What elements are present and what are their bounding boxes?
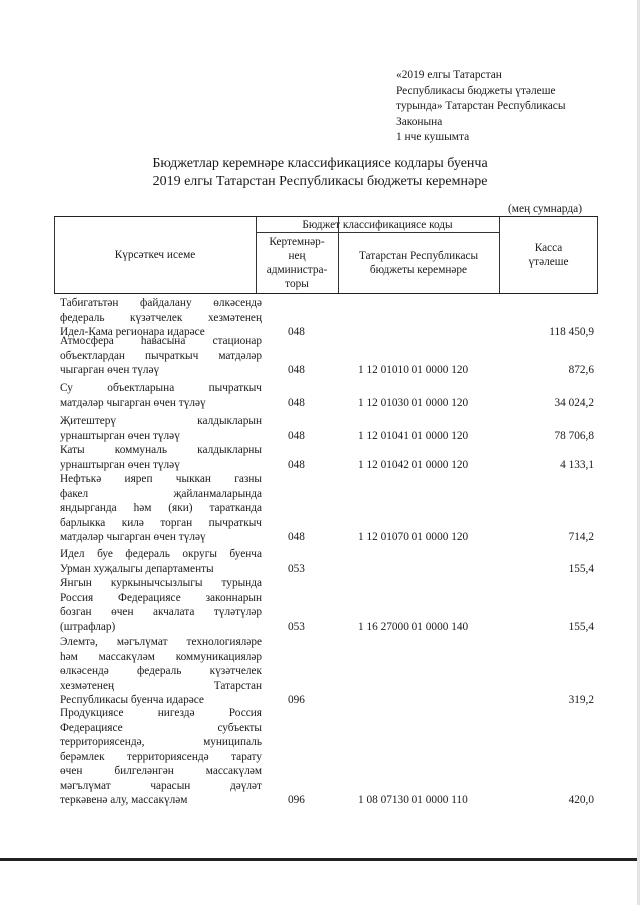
- row-name-line: урнаштырган өчен түләү: [60, 458, 180, 471]
- row-name-line: Атмосфера һавасына стационар: [60, 335, 262, 347]
- table-row: [60, 296, 594, 340]
- table-row: [60, 547, 594, 576]
- table-row: [60, 443, 594, 472]
- header-admin-line: администра-: [266, 263, 328, 276]
- row-name-line: территориясендә, муниципаль: [60, 736, 262, 748]
- row-name-line: мәгълүмат чарасын дәүләт: [60, 779, 262, 792]
- approval-line: Законына: [396, 115, 443, 128]
- table-row: [60, 576, 594, 634]
- row-name-line: факел җайланмаларында: [60, 487, 262, 500]
- row-name-line: матдәләр чыгарган өчен түләү: [60, 531, 206, 543]
- header-name: Күрсәткеч исеме: [114, 249, 196, 261]
- row-name-line: Республикасы буенча идарәсе: [60, 694, 204, 706]
- row-admin-code: 053: [288, 620, 305, 633]
- table-header: [54, 216, 598, 294]
- document-title-line-1: Бюджетлар керемнәре классификациясе кодлары буенча: [152, 156, 488, 171]
- row-name: [60, 381, 262, 410]
- table-row: [60, 414, 594, 443]
- row-amount: 34 024,2: [554, 396, 594, 409]
- row-name-line: Табигатьтән файдалану өлкәсендә: [60, 297, 262, 309]
- row-admin-code: 048: [288, 458, 305, 471]
- approval-line: 1 нче кушымта: [396, 131, 470, 144]
- row-classification-code: 1 12 01070 01 0000 120: [358, 531, 469, 543]
- row-amount: 319,2: [568, 694, 594, 706]
- page-bottom-edge: [0, 858, 640, 861]
- header-group: Бюджет классификациясе коды: [302, 218, 453, 231]
- header-cash: [499, 217, 598, 293]
- header-revenue: [338, 232, 499, 293]
- header-cash-line: Касса: [534, 242, 563, 254]
- row-admin-code: 053: [288, 562, 305, 575]
- row-name-line: объектлардан пычраткыч матдәләр: [60, 349, 262, 362]
- row-classification-code: 1 12 01030 01 0000 120: [358, 396, 469, 409]
- approval-line: «2019 елгы Татарстан: [396, 69, 502, 81]
- row-name-line: Урман хуҗалыгы департаменты: [60, 562, 214, 575]
- row-admin-code: 048: [288, 396, 305, 409]
- row-name: [60, 576, 262, 634]
- row-name-line: Россия Федерациясе законнарын: [60, 591, 262, 604]
- document-title: [60, 155, 580, 191]
- row-name: [60, 443, 262, 472]
- row-name: [60, 706, 262, 808]
- header-revenue-line: бюджеты керемнәре: [369, 263, 468, 276]
- row-name-line: федераль күзәтчелек хезмәтенең: [60, 311, 262, 324]
- document-title-line-2: 2019 елгы Татарстан Республикасы бюджеты керемнәре: [152, 174, 488, 189]
- row-classification-code: 1 16 27000 01 0000 140: [358, 620, 469, 633]
- row-name-line: хезмәтенең Татарстан: [60, 679, 262, 692]
- row-name: [60, 472, 262, 545]
- row-name-line: Идел буе федераль округы буенча: [60, 548, 262, 560]
- header-cash-line: үтәлеше: [528, 256, 569, 268]
- row-name-line: Каты коммуналь калдыкларны: [60, 444, 262, 456]
- row-amount: 872,6: [568, 364, 594, 376]
- row-classification-code: 1 12 01041 01 0000 120: [358, 429, 469, 442]
- row-classification-code: 1 12 01042 01 0000 120: [358, 458, 469, 471]
- row-name-line: өчен билгеләнгән массакүләм: [60, 765, 262, 777]
- table-row: [60, 334, 594, 378]
- row-amount: 714,2: [568, 531, 594, 543]
- table-row: [60, 635, 594, 708]
- row-classification-code: 1 12 01010 01 0000 120: [358, 364, 469, 376]
- row-name-line: бозган өчен акчалата түләтүләр: [60, 606, 262, 618]
- row-name-line: Нефтькә ияреп чыккан газны: [60, 473, 262, 485]
- row-name-line: Федерациясе субъекты: [60, 721, 262, 734]
- row-name: [60, 334, 262, 378]
- row-name-line: һәм массакүләм коммуникацияләр: [60, 650, 262, 663]
- row-name: [60, 635, 262, 708]
- header-admin-line: торы: [285, 277, 309, 290]
- header-revenue-line: Татарстан Республикасы: [358, 249, 479, 262]
- header-admin-line: нең: [288, 249, 306, 262]
- row-amount: 4 133,1: [560, 458, 594, 471]
- table-row: [60, 381, 594, 410]
- row-admin-code: 096: [288, 794, 305, 806]
- approval-note: [396, 68, 616, 146]
- row-name-line: теркәвенә алу, массакүләм: [60, 794, 188, 806]
- row-name: [60, 547, 262, 576]
- row-admin-code: 048: [288, 531, 305, 543]
- row-admin-code: 048: [288, 364, 305, 376]
- row-name: [60, 414, 262, 443]
- row-admin-code: 048: [288, 429, 305, 442]
- row-amount: 155,4: [568, 620, 594, 633]
- row-name-line: чыгарган өчен түләү: [60, 364, 160, 376]
- row-amount: 78 706,8: [554, 429, 594, 442]
- row-classification-code: 1 08 07130 01 0000 110: [358, 794, 468, 806]
- header-admin-line: Кертемнәр-: [269, 235, 325, 248]
- approval-line: Республикасы бюджеты үтәлеше: [396, 84, 556, 97]
- approval-line: турында» Татарстан Республикасы: [396, 100, 566, 113]
- header-admin: [256, 232, 338, 293]
- row-admin-code: 096: [288, 694, 305, 706]
- row-name-line: өлкәсендә федераль күзәтчелек: [60, 665, 262, 677]
- row-amount: 155,4: [568, 562, 594, 575]
- row-name-line: Идел-Кама регионара идарәсе: [60, 326, 205, 338]
- row-name-line: урнаштырган өчен түләү: [60, 429, 180, 442]
- row-name-line: Продукциясе нигездә Россия: [60, 707, 262, 719]
- row-name-line: Элемтә, мәгълүмат технологияләре: [60, 636, 262, 648]
- row-name-line: Янгын куркынычсызлыгы турында: [60, 577, 262, 589]
- table-row: [60, 706, 594, 808]
- row-admin-code: 048: [288, 326, 305, 338]
- row-name-line: барлыкка килә торган пычраткыч: [60, 516, 262, 529]
- row-name-line: Җитештерү калдыкларын: [60, 415, 262, 427]
- table-row: [60, 472, 594, 545]
- unit-note: (мең сумнарда): [508, 203, 582, 215]
- row-name-line: берәмлек территориясендә тарату: [60, 750, 262, 763]
- row-name-line: яндырганда һәм (яки) таратканда: [60, 502, 262, 514]
- row-name-line: матдәләр чыгарган өчен түләү: [60, 396, 206, 409]
- row-name: [60, 296, 262, 340]
- row-name-line: Су объектларына пычраткыч: [60, 382, 262, 394]
- row-amount: 118 450,9: [549, 326, 594, 338]
- row-name-line: (штрафлар): [60, 620, 116, 633]
- row-amount: 420,0: [568, 794, 594, 806]
